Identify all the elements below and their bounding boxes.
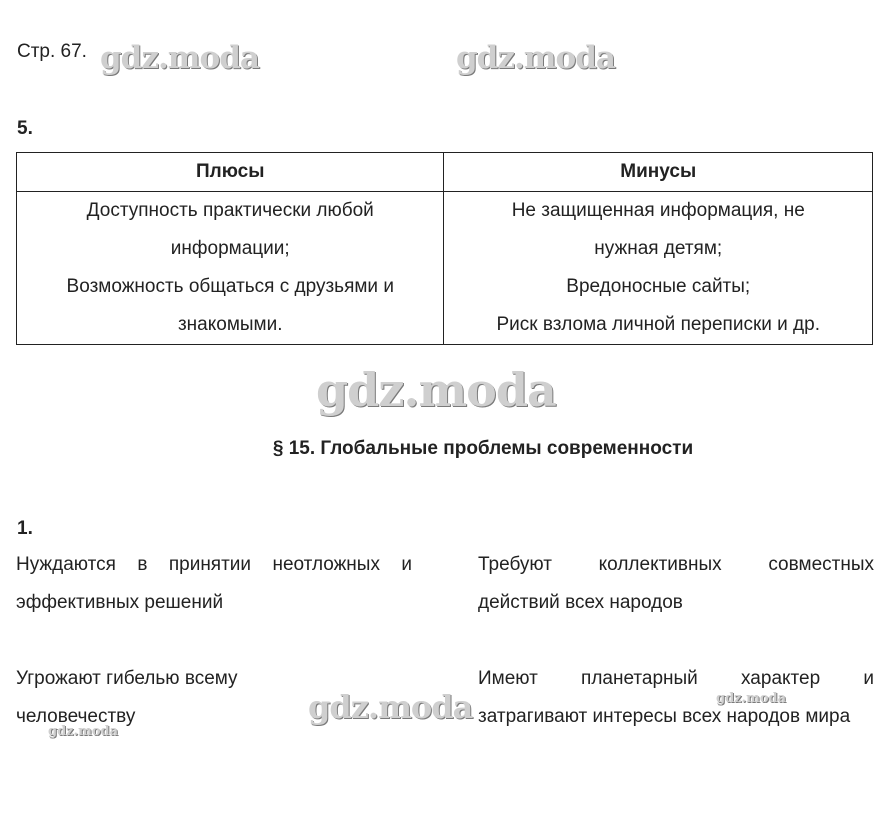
feature-item: Требуют коллективных совместных действий всех народов bbox=[478, 554, 874, 613]
feature-item: Имеют планетарный характер и затрагивают интересы всех народов мира bbox=[478, 668, 874, 727]
watermark: gdz.moda bbox=[308, 688, 473, 726]
pros-line: информации; bbox=[170, 238, 290, 259]
task-number: 5. bbox=[17, 118, 33, 139]
cons-line: Вредоносные сайты; bbox=[566, 276, 751, 297]
pros-line: Доступность практически любой bbox=[86, 200, 374, 221]
watermark: gdz.moda bbox=[456, 40, 615, 76]
pros-line: Возможность общаться с друзьями и bbox=[66, 276, 394, 297]
pros-header: Плюсы bbox=[17, 153, 444, 192]
cons-line: нужная детям; bbox=[594, 238, 723, 259]
section-heading: § 15. Глобальные проблемы современности bbox=[272, 438, 694, 459]
task-number: 1. bbox=[17, 518, 33, 539]
cons-header: Минусы bbox=[444, 153, 873, 192]
feature-item: Нуждаются в принятии неотложных и эффективных решений bbox=[16, 554, 412, 613]
watermark: gdz.moda bbox=[100, 40, 259, 76]
watermark: gdz.moda bbox=[716, 691, 787, 706]
feature-item: Угрожают гибелью всему человечеству bbox=[16, 668, 238, 727]
pros-cell bbox=[17, 192, 444, 345]
pros-cons-table bbox=[16, 152, 873, 345]
cons-line: Риск взлома личной переписки и др. bbox=[496, 314, 820, 335]
watermark: gdz.moda bbox=[48, 724, 119, 739]
watermark: gdz.moda bbox=[316, 363, 556, 417]
page-label: Стр. 67. bbox=[17, 41, 87, 62]
cons-line: Не защищенная информация, не bbox=[511, 200, 805, 221]
pros-line: знакомыми. bbox=[177, 314, 283, 335]
cons-cell bbox=[444, 192, 873, 345]
